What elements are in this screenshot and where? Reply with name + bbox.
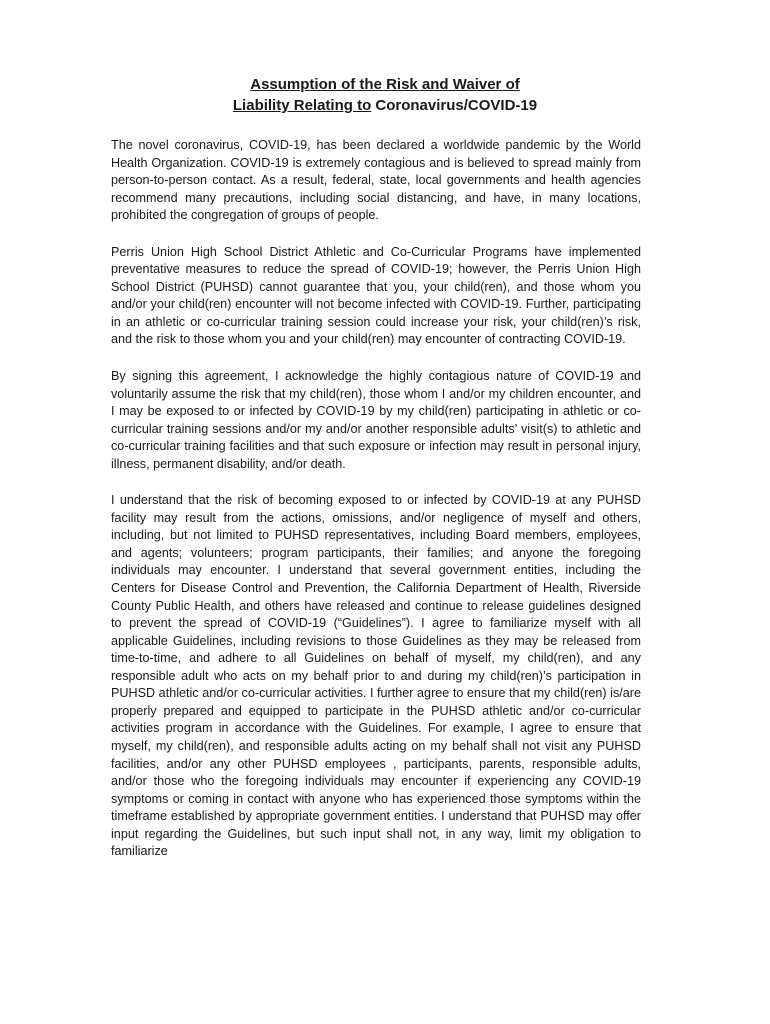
paragraph-guidelines-agreement: I understand that the risk of becoming exposed to or infected by COVID-19 at any PUHSD facility may result from the actions, omissions, and/or negligence of myself and others, including, but not limited to PUHSD representatives, including Board members, employees, and agents; volunteers; program participants, their families; and anyone the foregoing individuals may encounter. I understand that several government entities, including the Centers for Disease Control and Prevention, the California Department of Health, Riverside County Public Health, and others have released and continue to release guidelines designed to prevent the spread of COVID-19 (“Guidelines”). I agree to familiarize myself with all applicable Guidelines, including revisions to those Guidelines as they may be released from time-to-time, and adhere to all Guidelines on behalf of myself, my child(ren), and any responsible adult who acts on my behalf prior to and during my child(ren)’s participation in PUHSD athletic and/or co-curricular activities. I further agree to ensure that my child(ren) is/are properly prepared and equipped to participate in the PUHSD athletic and/or co-curricular activities program in accordance with the Guidelines. For example, I agree to ensure that myself, my child(ren), and responsible adults acting on my behalf shall not visit any PUHSD facilities, and/or any other PUHSD employees , participants, parents, responsible adults, and/or those who the foregoing individuals may encounter if experiencing any COVID-19 symptoms or coming in contact with anyone who has experienced those symptoms within the timeframe established by appropriate government entities. I understand that PUHSD may offer input regarding the Guidelines, but such input shall not, in any way, limit my obligation to familiarize [111,493,641,859]
paragraph-pandemic-intro: The novel coronavirus, COVID-19, has been declared a worldwide pandemic by the World Health Organization. COVID-19 is extremely contagious and is believed to spread mainly from person-to-person contact. As a result, federal, state, local governments and health agencies recommend many precautions, including social distancing, and have, in many locations, prohibited the congregation of groups of people. [111,138,641,223]
paragraph-assumption-of-risk: By signing this agreement, I acknowledge the highly contagious nature of COVID-19 and voluntarily assume the risk that my child(ren), those whom I and/or my children encounter, and I may be exposed to or infected by COVID-19 by my child(ren) participating in athletic or co-curricular training sessions and/or my and/or another responsible adults’ visit(s) to athletic and co-curricular training facilities and that such exposure or infection may result in personal injury, illness, permanent disability, and/or death. [111,369,641,471]
paragraph-district-measures: Perris Union High School District Athletic and Co-Curricular Programs have implemented preventative measures to reduce the spread of COVID-19; however, the Perris Union High School District (PUHSD) cannot guarantee that you, your child(ren), and those whom you and/or your child(ren) encounter will not become infected with COVID-19. Further, participating in an athletic or co-curricular training session could increase your risk, your child(ren)’s risk, and the risk to those whom you and your child(ren) may encounter of contracting COVID-19. [111,244,641,347]
title-line-2-rest-text: Coronavirus/COVID-19 [371,97,538,114]
title-line-2-underlined-text: Liability Relating to [232,97,372,114]
document-body [111,137,641,880]
title-line-1-text: Assumption of the Risk and Waiver of [250,76,520,93]
document-title [110,74,660,116]
title-line-2 [110,95,660,116]
title-line-1 [110,74,660,95]
